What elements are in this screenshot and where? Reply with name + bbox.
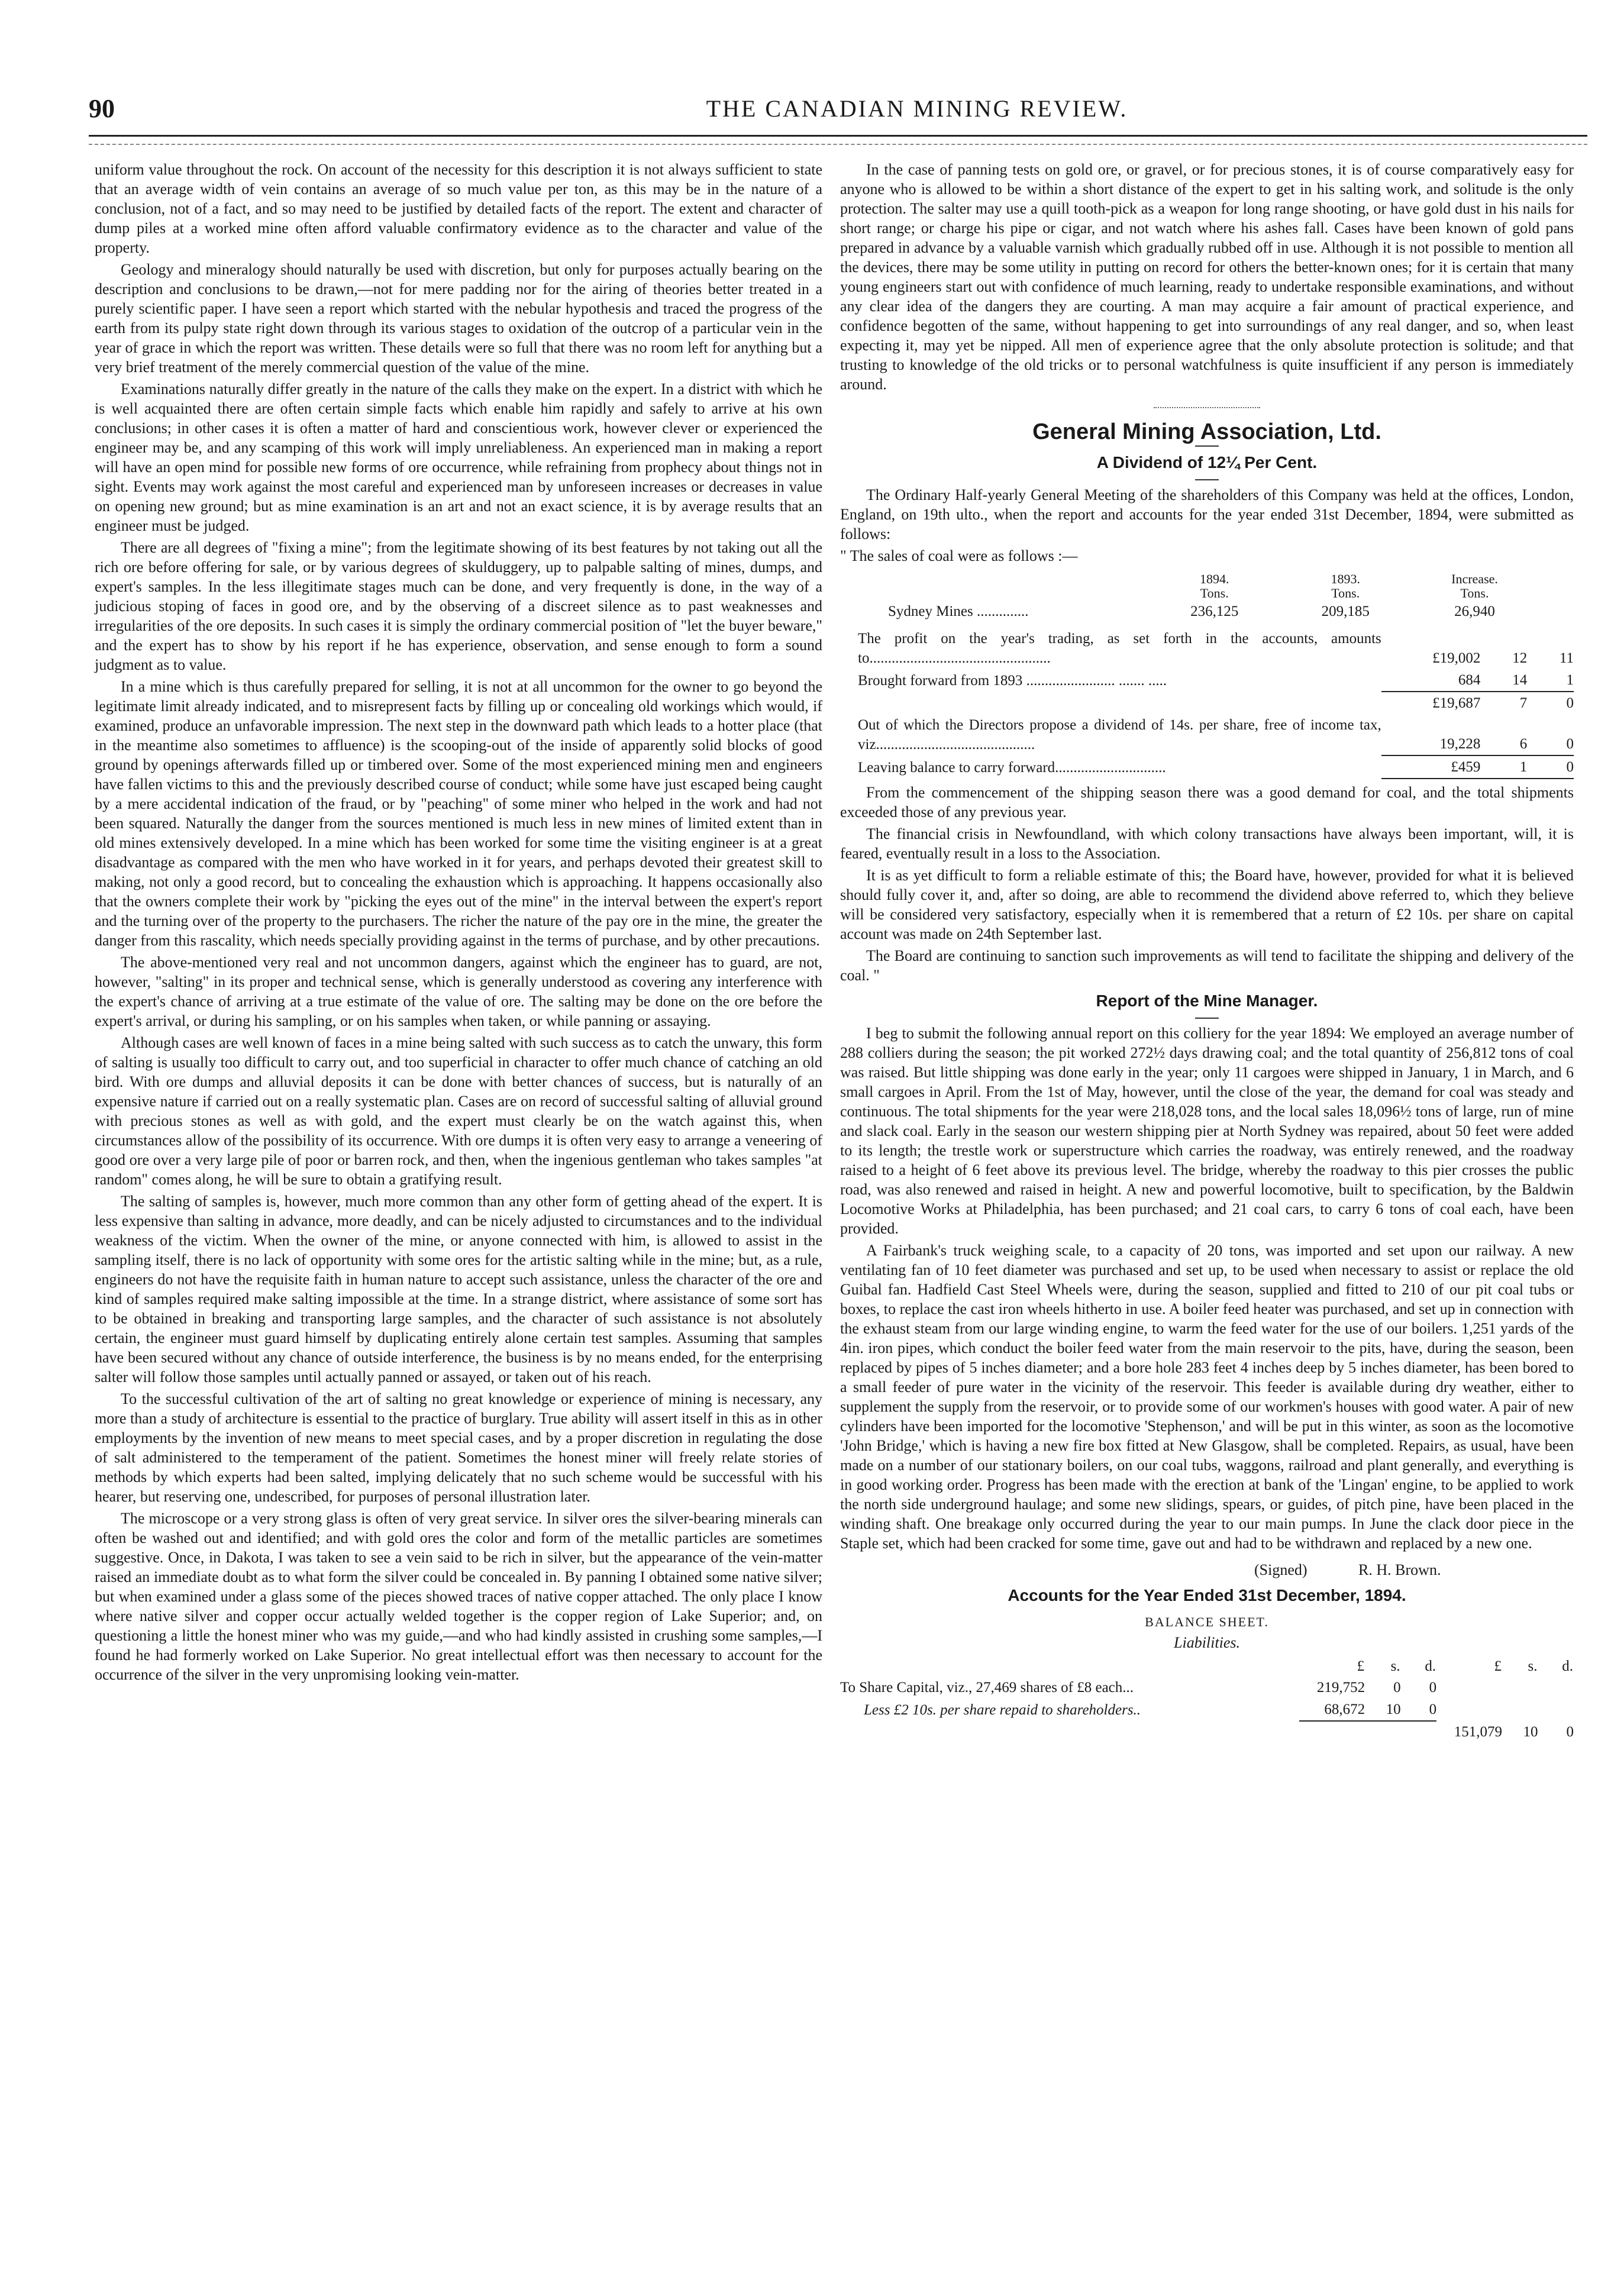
after-paragraph: It is as yet difficult to form a reliable estimate of this; the Board have, however, provided for what it is believed should fully cover it, and, after so doing, are able to recommend the dividend above referred to, which they believe will be considered very satisfactory, especially when it is remembered that a return of £2 10s. per share on capital account was made on 24th September last.: [840, 867, 1574, 942]
report-paragraph: I beg to submit the following annual report on this colliery for the year 1894: We employed an average number of 288 colliers during the season; the pit worked 272½ days drawing coal; and the total quantity of 256,812 tons of coal was raised. But little shipping was done early in the year; only 11 cargoes were shipped in January, 1 in March, and 6 small cargoes in April. From the 1st of May, however, until the close of the year, the demand for coal was steady and continuous. The total shipments for the year were 218,028 tons, and the local sales 18,096½ tons of large, run of mine and slack coal. Early in the season our western shipping pier at North Sydney was repaired, about 50 feet were added to its length; the trestle work or superstructure which carries the roadway, was entirely renewed, and the roadway raised to a height of 6 feet above its previous level. The bridge, whereby the roadway to this pier crosses the public road, was also renewed and raised in height. A new and powerful locomotive, built to specification, by the Baldwin Locomotive Works at Philadelphia, has been purchased; and 21 coal cars, to carry 6 tons of coal each, have been provided.: [840, 1025, 1574, 1237]
left-paragraph: The microscope or a very strong glass is often of very great service. In silver ores the silver-bearing minerals can often be washed out and identified; and with gold ores the color and form of the metallic particles are sometimes suggestive. Once, in Dakota, I was taken to see a vein said to be rich in silver, but the appearance of the vein-matter raised an immediate doubt as to what form the silver could be concealed in. By panning I obtained some native silver; but when examined under a glass some of the pieces showed traces of native copper attached. The only place I know where native silver and copper occur actually welded together is the copper region of Lake Superior; and, on questioning a little the honest miner who was my guide,—and who had kindly assisted in crushing some samples,—I found he had formerly worked on Lake Superior. No great intellectual effort was then necessary to account for the occurrence of the silver in the very unpromising looking vein-matter.: [95, 1510, 822, 1683]
profit-table: [840, 628, 1574, 779]
title-dash: [1195, 479, 1219, 480]
after-paragraph: The Board are continuing to sanction such improvements as will tend to facilitate the shipping and delivery of the coal. ": [840, 947, 1574, 984]
dividend-title: A Dividend of 12¼ Per Cent.: [1096, 453, 1318, 472]
header-dashed-rule: [89, 144, 1587, 145]
left-paragraph: The salting of samples is, however, much more common than any other form of getting ahead of the expert. It is less expensive than salting in advance, more deadly, and can be nicely adjusted to circumstances and to the individual weakness of the victim. When the owner of the mine, or anyone connected with him, is allowed to assist in the sampling itself, there is no lack of opportunity with some ores for the artistic salting while in the mine; but, as a rule, engineers do not have the requisite faith in human nature to accept such assistance, unless the character of the ore and kind of samples required make salting impossible at the time. In a strange district, where assistance of some sort has to be obtained in breaking and transporting large samples, and the character of such assistance is not absolutely certain, the engineer must guard himself by duplicating entirely alone certain test samples. Assuming that samples have been secured without any chance of outside interference, the business is by no means ended, for the enterprising salter will follow those samples until actually panned or assayed, or taken out of his reach.: [95, 1193, 822, 1386]
right-column: [840, 160, 1574, 1743]
page-header: [89, 89, 1611, 136]
page-number: 90: [89, 94, 115, 123]
left-paragraph: In a mine which is thus carefully prepared for selling, it is not at all uncommon for the owner to go beyond the legitimate limit already indicated, and to misrepresent facts by filling up or concealing old workings which would, if examined, produce an unfavorable impression. The next step in the downward path which leads to a hotter place (that in the meantime also sometimes to affluence) is the scooping-out of the inside of apparently solid blocks of good ground by openings afterwards filled up or timbered over. Some of the most experienced mining men and engineers have fallen victims to this and the previously described course of conduct; while some have just escaped being caught by a mere accidental indication of the fraud, or by "peaching" of some miner who helped in the work and had not been squared. Naturally the danger from the sources mentioned is much less in new mines of limited extent than in old mines extensively developed. In a mine which has been worked for some time the visiting engineer is at a great disadvantage as compared with the men who have worked in it for years, and perhaps devoted their greatest skill to making, not only a good record, but to concealing the exhaustion which is approaching. It happens occasionally also that the owners complete their work by "picking the eyes out of the mine" in the interval between the expert's report and the turning over of the property to the purchasers. The richer the nature of the pay ore in the mine, the greater the danger from this rascality, which needs specially providing against in the terms of purchase, and by other precautions.: [95, 678, 822, 949]
title-dash: [1195, 1018, 1219, 1019]
after-paragraph: From the commencement of the shipping season there was a good demand for coal, and the total shipments exceeded those of any previous year.: [840, 784, 1574, 821]
signature-line: [840, 1560, 1574, 1580]
panning-paragraph: In the case of panning tests on gold ore, or gravel, or for precious stones, it is of course comparatively easy for anyone who is allowed to be within a short distance of the expert to get in his salting work, and solitude is the only protection. The salter may use a quill tooth-pick as a weapon for long range shooting, or have gold dust in his nails for short range; or charge his pipe or cigar, and not watch where his ashes fall. Cases have been known of gold pans prepared in advance by a valuable varnish which gradually rubbed off in use. Although it is not possible to mention all the devices, there may be some utility in putting on record for others the better-known ones; for it is certain that many young engineers start out with confidence of much learning, ready to undertake responsible examinations, and without any clear idea of the dangers they are courting. A man may acquire a fair amount of practical experience, and confidence begotten of the same, without happening to get into surroundings of any real danger, and so, when least expecting it, may yet be nipped. All men of experience agree that the only absolute protection is solitude; and that trusting to knowledge of the old tricks or to personal watchfulness is quite insufficient if any person is immediately around.: [840, 161, 1574, 393]
report-paragraph: A Fairbank's truck weighing scale, to a capacity of 20 tons, was imported and set upon our railway. A new ventilating fan of 10 feet diameter was purchased and set up, to be used when necessary to assist or replace the old Guibal fan. Hadfield Cast Steel Wheels were, during the season, supplied and fitted to 210 of our pit coal tubs or boxes, to replace the cast iron wheels hitherto in use. A boiler feed heater was purchased, and set up in connection with the exhaust steam from our large winding engine, to warm the feed water for the use of our boilers. 1,251 yards of the 4in. iron pipes, which conduct the boiler feed water from the main reservoir to the pits, have, during the season, been replaced by pipes of 5 inches diameter; and a bore hole 283 feet 4 inches deep by 5 inches diameter, has been bored to a small feeder of pure water in the vicinity of the reservoir. This feeder is available during dry weather, either to supplement the supply from the reservoir, or to provide some of our workmen's houses with good water. A pair of new cylinders have been imported for the locomotive 'Stephenson,' and will be put in this winter, as soon as the locomotive 'John Bridge,' which is having a new fire box fitted at New Glasgow, shall be completed. Repairs, as usual, have been made on a number of our stationary boilers, on our coal tubs, waggons, railroad and plant generally, and everything is in good working order. Progress has been made with the erection at bank of the 'Lingan' engine, to be applied to work the north side underground haulage; and some new slidings, spears, or guides, of pitch pine, have been placed in the winding shaft. One breakage only occurred during the year to our main pumps. In June the clack door piece in the Staple set, which had been cracked for some time, gave out and had to be withdrawn and replaced by a new one.: [840, 1242, 1574, 1552]
sales-row: [887, 601, 1538, 622]
running-head: THE CANADIAN MINING REVIEW.: [706, 95, 1128, 122]
balance-row: Less £2 10s. per share repaid to shareholders.. 68,672 10 0: [864, 1701, 1437, 1718]
balance-row: 151,079 10 0: [840, 1721, 1574, 1743]
meeting-paragraph: The Ordinary Half-yearly General Meeting of the shareholders of this Company was held at the offices, London, England, on 19th ulto., when the report and accounts for the year ended 31st December, 1894, were submitted as follows:: [840, 486, 1574, 542]
profit-row: Out of which the Directors propose a dividend of 14s. per share, free of income tax, viz........................................... 19,228 6 0: [840, 714, 1574, 755]
left-paragraph: Examinations naturally differ greatly in the nature of the calls they make on the expert. In a district with which he is well acquainted there are often certain simple facts which enable him rapidly and safely to arrive at his own conclusions; in other cases it is often a matter of hard and conscientious work, however clever or experienced the engineer may be, and any scamping of this work will imply unreliableness. An experienced man in making a report will have an open mind for possible new forms of ore occurrence, while refraining from prophecy about things not in sight. Events may work against the most careful and experienced man by unforeseen increases or decreases in value on opening new ground; but as mine examination is an art and not an exact science, it is by average results that an engineer must be judged.: [95, 380, 822, 534]
sales-col-header: 1894. Tons.: [1200, 571, 1229, 600]
sales-intro: " The sales of coal were as follows :—: [840, 547, 1078, 564]
left-paragraph: The above-mentioned very real and not uncommon dangers, against which the engineer has to guard, are not, however, "salting" in its proper and technical sense, which is generally understood as covering any interference with the expert's chance of arriving at a true estimate of the value of ore. The salting may be done on the ore before the expert's arrival, or during his sampling, or on his samples when taken, or while panning or assaying.: [95, 954, 822, 1029]
sales-value: 209,185: [1321, 603, 1370, 619]
left-paragraph: uniform value throughout the rock. On account of the necessity for this description it is not always sufficient to state that an average width of vein contains an average of so much value per ton, as this may be in the nature of a conclusion, not of a fact, and so may need to be justified by detailed facts of the report. The extent and character of dump piles at a worked mine often afford valuable confirmatory evidence as to the character and value of the property.: [95, 161, 822, 256]
balance-row: To Share Capital, viz., 27,469 shares of £8 each... 219,752 0 0: [840, 1680, 1437, 1696]
sales-value: 236,125: [1190, 603, 1239, 619]
left-paragraph: To the successful cultivation of the art of salting no great knowledge or experience of mining is necessary, any more than a study of architecture is essential to the practice of burglary. True ability will assert itself in this as in other employments by the invention of new means to meet special cases, and by a proper discretion in regulating the dose of salt administered to the temperament of the patient. Sometimes the honest miner will freely relate stories of methods by which experts had been salted, implying delicately that no such scheme would be successful with his hearer, but reserving one, undescribed, for purposes of personal illustration later.: [95, 1390, 822, 1505]
left-paragraph: There are all degrees of "fixing a mine"; from the legitimate showing of its best features by not taking out all the rich ore before offering for sale, or by various degrees of skulduggery, up to palpable salting of mines, dumps, and expert's samples. In the less illegitimate stages much can be done, and very frequently is done, in the way of a judicious stoping of faces in good ore, and by the observing of a discreet silence as to past weaknesses and irregularities of the ore deposits. In such cases it is simply the ordinary commercial position of "let the buyer beware," and the expert has to show by his report if he has experience, observation, and sense enough to form a sound judgment as to value.: [95, 539, 822, 673]
balance-table: [840, 1656, 1574, 1743]
gma-title: General Mining Association, Ltd.: [1032, 419, 1381, 444]
header-rule: [89, 135, 1587, 137]
sales-row-label: Sydney Mines ..............: [888, 603, 1029, 619]
accounts-title: Accounts for the Year Ended 31st December, 1894.: [1008, 1586, 1406, 1604]
report-title: Report of the Mine Manager.: [1096, 992, 1318, 1010]
left-paragraph: Geology and mineralogy should naturally be used with discretion, but only for purposes actually bearing on the description and conclusions to be drawn,—not for mere padding nor for the airing of theories better treated in a purely scientific paper. I have seen a report which started with the nebular hypothesis and traced the progress of the earth from its pulpy state right down through its various stages to oxidation of the outcrop of a particular vein in the year of grace in which the report was written. These details were so full that there was no room left for anything but a very brief treatment of the merely commercial question of the value of the mine.: [95, 261, 822, 376]
left-paragraph: Although cases are well known of faces in a mine being salted with such success as to catch the unwary, this form of salting is usually too difficult to carry out, and too superficial in character to offer much chance of catching an old bird. With ore dumps and alluvial deposits it can be done with better chances of success, but is naturally of an expensive nature if carried out on a really systematic plan. Cases are on record of successful salting of alluvial ground with precious stones as well as with gold, and the expert must clearly be on the watch against this, when circumstances allow of the possibility of its occurrence. With ore dumps it is often very easy to arrange a veneering of good ore over a very large pile of poor or barren rock, and then, when the ingenious gentleman who takes samples "at random" comes along, he will be sure to obtain a gratifying result.: [95, 1034, 822, 1188]
title-dash: [1195, 445, 1219, 447]
signed-label: (Signed): [1254, 1561, 1307, 1578]
sales-value: 26,940: [1454, 603, 1495, 619]
profit-row: Brought forward from 1893 ........................ ....... ..... 684 14 1: [840, 669, 1574, 692]
profit-row: £19,687 7 0: [1432, 695, 1574, 711]
sales-col-header: 1893. Tons.: [1331, 571, 1361, 600]
profit-row: Leaving balance to carry forward.............................. £459 1 0: [840, 755, 1574, 779]
balance-sheet-label: BALANCE SHEET.: [1145, 1614, 1269, 1629]
section-separator: [1154, 407, 1260, 408]
sales-header-row: [887, 571, 1538, 601]
liabilities-label: Liabilities.: [1174, 1634, 1240, 1651]
sales-col-header: Increase. Tons.: [1451, 571, 1498, 600]
sales-table: [887, 571, 1538, 622]
profit-row: The profit on the year's trading, as set forth in the accounts, amounts to................................................. £19,002 12 11: [858, 631, 1574, 666]
signed-name: R. H. Brown.: [1358, 1561, 1441, 1578]
after-paragraph: The financial crisis in Newfoundland, with which colony transactions have always been important, will, it is feared, eventually result in a loss to the Association.: [840, 825, 1574, 862]
balance-header-row: £ s. d. £ s. d.: [1357, 1658, 1573, 1674]
left-column: [95, 160, 822, 1687]
